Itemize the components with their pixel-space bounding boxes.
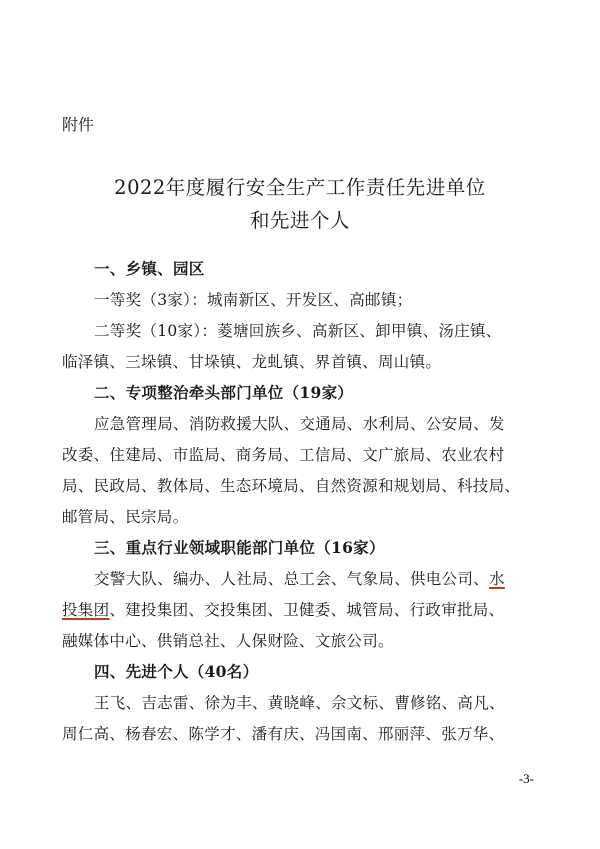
section-heading-departments: 二、专项整治牵头部门单位（19家） — [94, 383, 354, 402]
individuals-line: 周仁高、杨春宏、陈学才、潘有庆、冯国南、邢丽萍、张万华、 — [62, 725, 505, 743]
second-prize-line2: 临泽镇、三垛镇、甘垛镇、龙虬镇、界首镇、周山镇。 — [62, 353, 442, 371]
second-prize-line1: 二等奖（10家）：菱塘回族乡、高新区、卸甲镇、汤庄镇、 — [94, 322, 502, 340]
departments-line: 应急管理局、消防救援大队、交通局、水利局、公安局、发 — [94, 415, 505, 433]
document-title-line1: 2022年度履行安全生产工作责任先进单位 — [114, 176, 486, 199]
page-number: -3- — [518, 771, 534, 786]
individuals-line: 王飞、吉志雷、徐为丰、黄晓峰、佘文标、曹修铭、高凡、 — [94, 694, 505, 712]
departments-line: 邮管局、民宗局。 — [62, 508, 189, 526]
industries-text: 、建投集团、交投集团、卫健委、城管局、行政审批局、 — [109, 601, 505, 619]
attachment-label: 附件 — [62, 115, 95, 134]
document-title-line2: 和先进个人 — [249, 209, 350, 232]
section-heading-towns: 一、乡镇、园区 — [94, 259, 205, 278]
industries-line — [62, 598, 540, 620]
departments-line: 改委、住建局、市监局、商务局、工信局、文广旅局、农业农村 — [62, 446, 505, 464]
first-prize-line: 一等奖（3家）：城南新区、开发区、高邮镇； — [94, 291, 413, 309]
departments-line: 局、民政局、教体局、生态环境局、自然资源和规划局、科技局、 — [62, 477, 521, 495]
section-heading-individuals: 四、先进个人（40名） — [94, 662, 259, 681]
industries-line: 融媒体中心、供销总社、人保财险、文旅公司。 — [62, 632, 394, 650]
marked-text: 投集团 — [62, 601, 110, 619]
section-heading-industries: 三、重点行业领域职能部门单位（16家） — [94, 538, 385, 557]
marked-text: 水 — [489, 570, 505, 588]
industries-line — [62, 567, 540, 589]
industries-text: 交警大队、编办、人社局、总工会、气象局、供电公司、 — [94, 570, 490, 588]
